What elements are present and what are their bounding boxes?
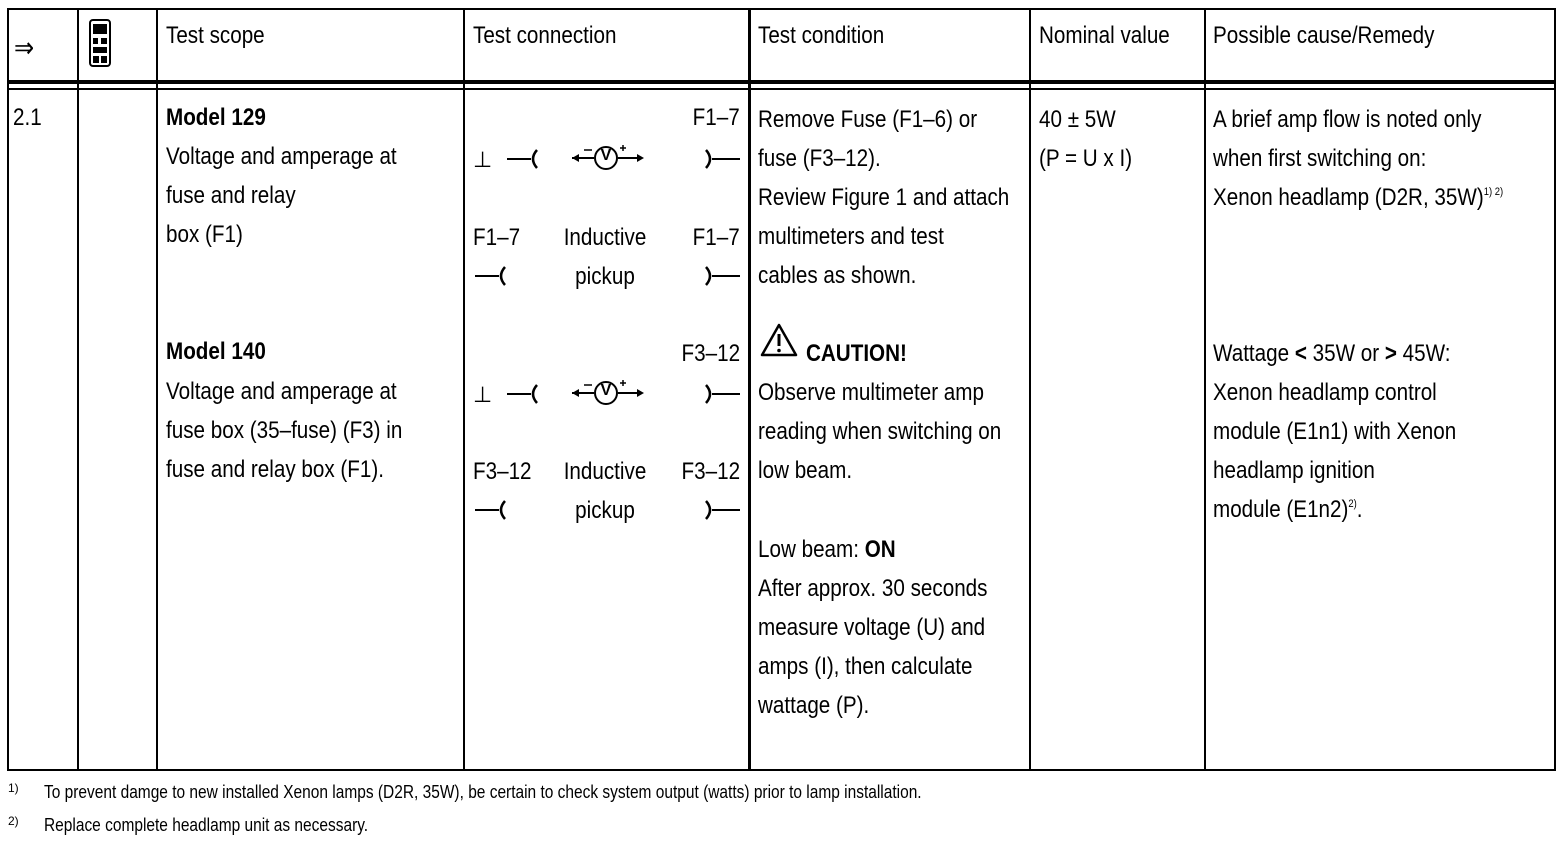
- cause-text: .: [1356, 496, 1363, 523]
- cause-text: 45W:: [1396, 340, 1451, 367]
- probe-right-icon: [702, 147, 742, 171]
- connection-label: Inductive: [563, 458, 647, 485]
- column-divider: [463, 8, 465, 771]
- condition-line: multimeters and test: [758, 223, 944, 250]
- column-divider: [156, 8, 158, 771]
- condition-line: low beam.: [758, 457, 853, 484]
- header-divider-inner: [7, 88, 1556, 90]
- condition-line: wattage (P).: [758, 692, 870, 719]
- probe-right-icon: [702, 382, 742, 406]
- cause-text: Wattage: [1213, 340, 1295, 367]
- nominal-formula: (P = U x I): [1039, 145, 1133, 172]
- cause-line: A brief amp flow is noted only: [1213, 106, 1482, 133]
- condition-line: Review Figure 1 and attach: [758, 184, 1010, 211]
- scope-line: box (F1): [166, 221, 243, 248]
- header-nominal-value: Nominal value: [1039, 22, 1170, 49]
- ground-icon: ⊥: [473, 147, 493, 172]
- connection-label: pickup: [575, 497, 635, 524]
- connection-label: Inductive: [563, 224, 647, 251]
- probe-left-icon: [473, 498, 509, 522]
- warning-triangle-icon: [760, 322, 798, 358]
- cause-line-module: [1213, 490, 1363, 529]
- condition-line: Remove Fuse (F1–6) or: [758, 106, 978, 133]
- connection-label: F3–12: [473, 458, 532, 485]
- connection-label: pickup: [575, 263, 635, 290]
- header-arrow: ⇒: [14, 32, 35, 63]
- model-140-title: Model 140: [166, 338, 266, 365]
- connection-label: F3–12: [681, 458, 740, 485]
- column-divider: [1204, 8, 1206, 771]
- model-129-title: Model 129: [166, 104, 266, 131]
- connection-label: F1–7: [692, 224, 740, 251]
- nominal-value: 40 ± 5W: [1039, 106, 1116, 133]
- ground-icon: ⊥: [473, 382, 493, 407]
- footnote-ref: 1) 2): [1483, 186, 1504, 198]
- column-divider: [1029, 8, 1031, 771]
- header-test-condition: Test condition: [758, 22, 885, 49]
- low-beam-line: [758, 530, 896, 569]
- footnote-text: Replace complete headlamp unit as necessary.: [44, 815, 369, 835]
- footnote-mark: 2): [8, 814, 19, 828]
- voltmeter-letter: V: [600, 147, 612, 164]
- header-divider: [7, 80, 1556, 84]
- cause-text: 35W or: [1306, 340, 1385, 367]
- footnote-ref: 2): [1348, 498, 1357, 510]
- low-beam-state: ON: [864, 536, 896, 563]
- greater-than-sign: >: [1384, 340, 1397, 367]
- probe-right-icon: [702, 264, 742, 288]
- cause-line: module (E1n1) with Xenon: [1213, 418, 1457, 445]
- multimeter-icon: [88, 18, 114, 70]
- scope-line: fuse box (35–fuse) (F3) in: [166, 417, 403, 444]
- voltmeter-letter: V: [600, 382, 612, 399]
- footnote-text: To prevent damge to new installed Xenon lamps (D2R, 35W), be certain to check system output (watts) prior to lamp installation.: [44, 782, 922, 802]
- probe-left-icon: [473, 264, 509, 288]
- cause-line: Xenon headlamp control: [1213, 379, 1437, 406]
- scope-line: Voltage and amperage at: [166, 143, 397, 170]
- condition-line: reading when switching on: [758, 418, 1002, 445]
- scope-line: Voltage and amperage at: [166, 378, 397, 405]
- probe-left-icon: [505, 382, 541, 406]
- probe-right-icon: [702, 498, 742, 522]
- header-possible-cause: Possible cause/Remedy: [1213, 22, 1435, 49]
- condition-line: After approx. 30 seconds: [758, 575, 988, 602]
- low-beam-prefix: Low beam:: [758, 536, 865, 563]
- footnote-mark: 1): [8, 781, 19, 795]
- header-test-scope: Test scope: [166, 22, 265, 49]
- cause-wattage-line: [1213, 334, 1450, 373]
- cause-line: when first switching on:: [1213, 145, 1427, 172]
- cause-line: headlamp ignition: [1213, 457, 1375, 484]
- header-test-connection: Test connection: [473, 22, 617, 49]
- condition-line: fuse (F3–12).: [758, 145, 881, 172]
- condition-line: cables as shown.: [758, 262, 917, 289]
- connection-label: F3–12: [681, 340, 740, 367]
- less-than-sign: <: [1294, 340, 1307, 367]
- cause-line-xenon: [1213, 178, 1503, 217]
- connection-label: F1–7: [473, 224, 521, 251]
- caution-label: CAUTION!: [806, 340, 907, 367]
- scope-line: fuse and relay: [166, 182, 296, 209]
- condition-line: measure voltage (U) and: [758, 614, 986, 641]
- column-divider: [77, 8, 79, 771]
- step-number: 2.1: [13, 104, 42, 131]
- column-divider: [748, 8, 751, 771]
- connection-label: F1–7: [692, 104, 740, 131]
- scope-line: fuse and relay box (F1).: [166, 456, 384, 483]
- cause-text: Xenon headlamp (D2R, 35W): [1213, 184, 1484, 211]
- cause-text: module (E1n2): [1213, 496, 1349, 523]
- condition-line: amps (I), then calculate: [758, 653, 973, 680]
- probe-left-icon: [505, 147, 541, 171]
- condition-line: Observe multimeter amp: [758, 379, 984, 406]
